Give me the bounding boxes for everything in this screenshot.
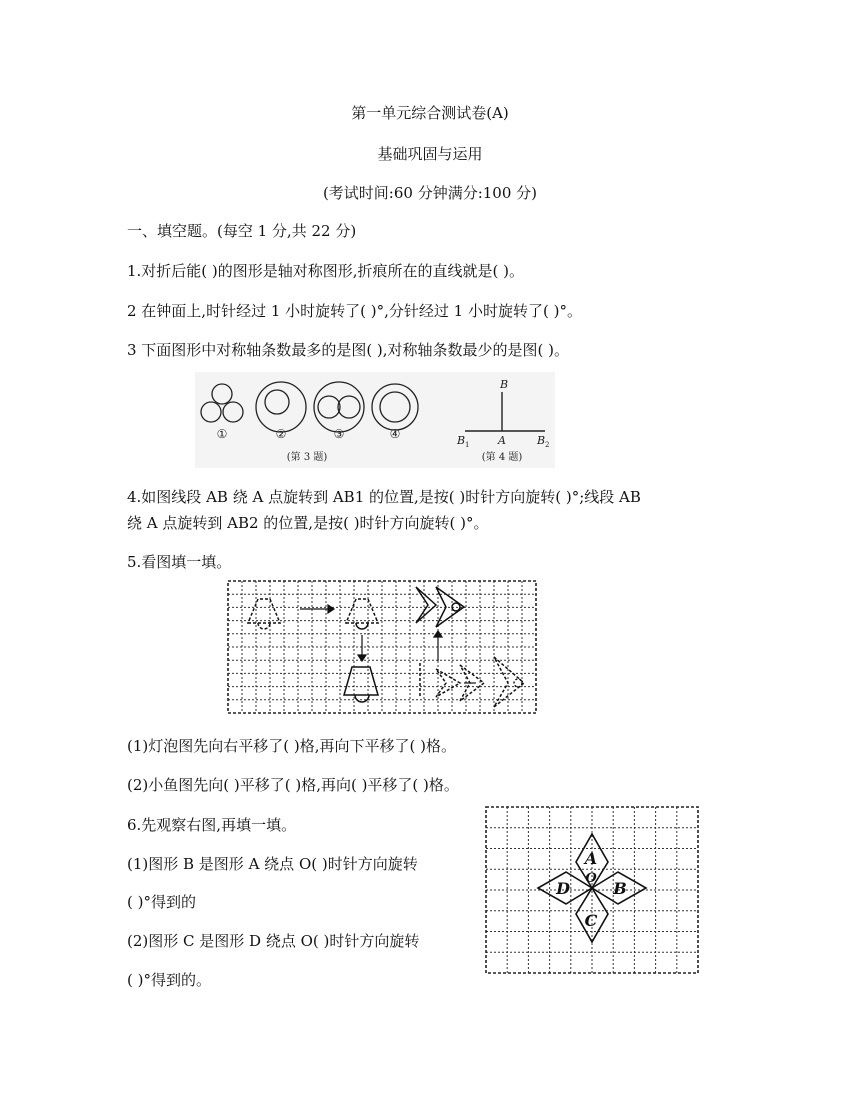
fig6-label-c: C xyxy=(584,911,598,930)
figure-q6-grid xyxy=(483,804,701,976)
page-subtitle: 基础巩固与运用 xyxy=(377,145,483,163)
fig6-label-o: O xyxy=(585,871,597,886)
question-5-2: (2)小鱼图先向( )平移了( )格,再向( )平移了( )格。 xyxy=(127,776,459,794)
q6-grid-lines xyxy=(486,807,698,973)
question-3: 3 下面图形中对称轴条数最多的是图( ),对称轴条数最少的是图( )。 xyxy=(127,341,570,359)
question-4-line2: 绕 A 点旋转到 AB2 的位置,是按( )时针方向旋转( )°。 xyxy=(127,514,489,532)
question-1: 1.对折后能( )的图形是轴对称图形,折痕所在的直线就是( )。 xyxy=(127,262,525,280)
fig4-caption: (第 4 题) xyxy=(481,452,523,463)
fig3-label-4: ④ xyxy=(389,427,401,441)
question-5-1: (1)灯泡图先向右平移了( )格,再向下平移了( )格。 xyxy=(127,737,456,755)
section-heading: 一、填空题。(每空 1 分,共 22 分) xyxy=(127,222,357,240)
fig6-label-b: B xyxy=(613,879,627,898)
question-2: 2 在钟面上,时针经过 1 小时旋转了( )°,分针经过 1 小时旋转了( )°。 xyxy=(127,302,582,320)
fig3-label-3: ③ xyxy=(333,427,345,441)
figure-q3-q4 xyxy=(195,372,555,468)
fig4-point-a: A xyxy=(498,434,506,447)
fig3-label-1: ① xyxy=(216,427,228,441)
fig3-caption: (第 3 题) xyxy=(286,452,328,463)
fig6-label-a: A xyxy=(584,849,598,868)
question-6-1a: (1)图形 B 是图形 A 绕点 O( )时针方向旋转 xyxy=(127,855,418,873)
exam-info: (考试时间:60 分钟满分:100 分) xyxy=(322,184,538,202)
question-5: 5.看图填一填。 xyxy=(127,553,232,571)
fig3-label-2: ② xyxy=(275,427,287,441)
question-6: 6.先观察右图,再填一填。 xyxy=(127,816,297,834)
fig4-point-b: B xyxy=(500,378,509,391)
question-6-1b: ( )°得到的 xyxy=(127,893,196,911)
fig4-sub-2: 2 xyxy=(545,441,550,449)
question-4-line1: 4.如图线段 AB 绕 A 点旋转到 AB1 的位置,是按( )时针方向旋转( )°;线段 AB xyxy=(127,488,641,506)
question-6-2a: (2)图形 C 是图形 D 绕点 O( )时针方向旋转 xyxy=(127,932,420,950)
fig4-sub-1: 1 xyxy=(465,441,470,449)
fig4-point-b2: B xyxy=(537,434,546,447)
fig4-point-b1: B xyxy=(457,434,466,447)
q5-grid-lines xyxy=(228,581,536,713)
question-6-2b: ( )°得到的。 xyxy=(127,971,211,989)
page-title: 第一单元综合测试卷(A) xyxy=(351,104,509,122)
fig6-label-d: D xyxy=(556,879,570,898)
figure-q5-grid xyxy=(224,577,540,717)
